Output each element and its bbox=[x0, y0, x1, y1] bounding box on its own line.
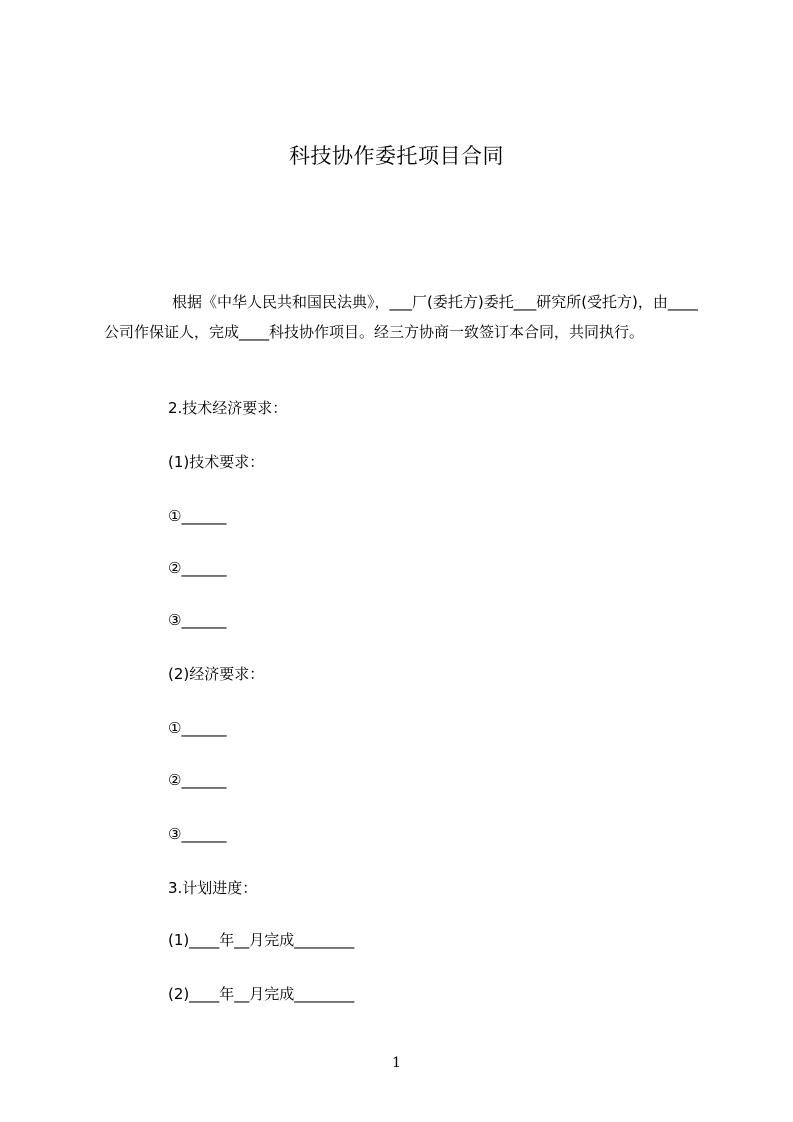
schedule-item: (1)____年__月完成________ bbox=[168, 931, 355, 949]
intro-paragraph: 根据《中华人民共和国民法典》，___厂(委托方)委托___研究所(受托方)，由____公司作保证人，完成____科技协作项目。经三方协商一致签订本合同，共同执行。 bbox=[104, 293, 698, 341]
contract-title: 科技协作委托项目合同 bbox=[289, 144, 504, 168]
econ-requirement-item: ③______ bbox=[168, 825, 227, 843]
tech-requirement-item: ①______ bbox=[168, 507, 227, 525]
tech-requirement-item: ③______ bbox=[168, 611, 227, 629]
econ-requirement-item: ①______ bbox=[168, 719, 227, 737]
page-number: 1 bbox=[392, 1055, 401, 1071]
section-tech-econ-heading: 2.技术经济要求： bbox=[168, 399, 288, 417]
tech-requirement-item: ②______ bbox=[168, 559, 227, 577]
schedule-heading: 3.计划进度： bbox=[168, 879, 258, 897]
econ-requirement-item: ②______ bbox=[168, 771, 227, 789]
econ-requirements-heading: (2)经济要求： bbox=[168, 665, 265, 683]
tech-requirements-heading: (1)技术要求： bbox=[168, 453, 265, 471]
schedule-item: (2)____年__月完成________ bbox=[168, 985, 355, 1003]
